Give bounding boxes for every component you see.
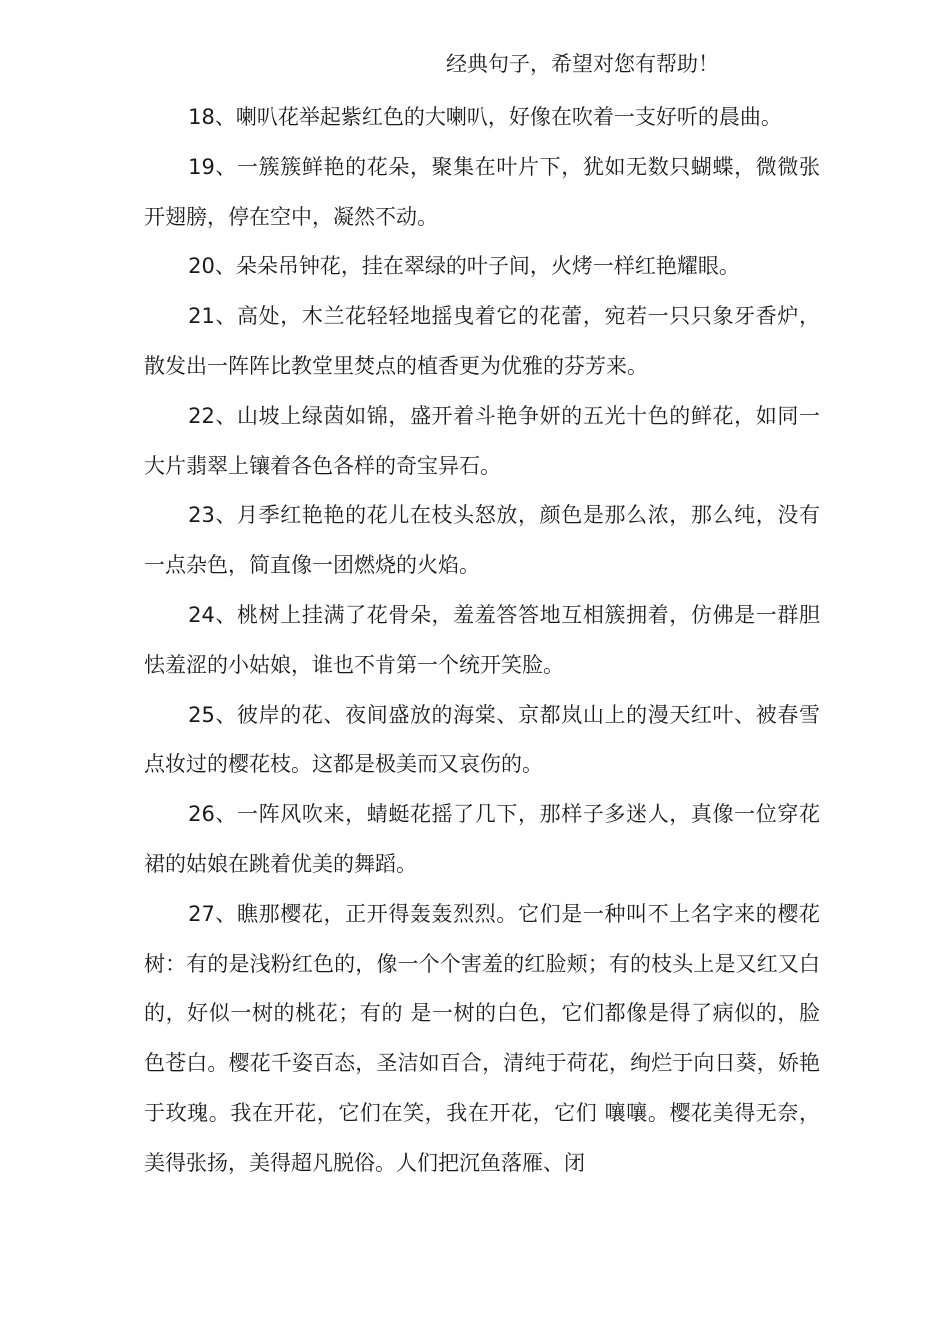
paragraph-18: 18、喇叭花举起紫红色的大喇叭，好像在吹着一支好听的晨曲。 — [188, 105, 782, 129]
paragraph-27: 27、瞧那樱花，正开得轰轰烈烈。它们是一种叫不上名字来的樱花树：有的是浅粉红色的，像一个个害羞的红脸颊；有的枝头上是又红又白的，好似一树的桃花；有的 是一树的白色，它们都像是得了病似的，脸色苍白。樱花千姿百态，圣洁如百合，清纯于荷花，绚烂于向日葵，娇艳于玫瑰。我在开花，它们在笑，我在开花，它们 嚷嚷。樱花美得无奈，美得张扬，美得超凡脱俗。人们把沉鱼落雁、闭 — [144, 901, 820, 1175]
paragraph-22: 22、山坡上绿茵如锦，盛开着斗艳争妍的五光十色的鲜花，如同一大片翡翠上镶着各色各样的奇宝异石。 — [144, 403, 820, 478]
paragraph-20: 20、朵朵吊钟花，挂在翠绿的叶子间，火烤一样红艳耀眼。 — [188, 254, 740, 279]
paragraph-26: 26、一阵风吹来，蜻蜓花摇了几下，那样子多迷人，真像一位穿花裙的姑娘在跳着优美的舞蹈。 — [144, 802, 820, 876]
paragraph-21: 21、高处，木兰花轻轻地摇曳着它的花蕾，宛若一只只象牙香炉，散发出一阵阵比教堂里焚点的植香更为优雅的芬芳来。 — [144, 304, 820, 378]
paragraph-24: 24、桃树上挂满了花骨朵，羞羞答答地互相簇拥着，仿佛是一群胆怯羞涩的小姑娘，谁也不肯第一个统开笑脸。 — [144, 602, 820, 677]
page-header: 经典句子，希望对您有帮助！ — [446, 52, 719, 76]
paragraph-23: 23、月季红艳艳的花儿在枝头怒放，颜色是那么浓，那么纯，没有一点杂色，简直像一团燃烧的火焰。 — [144, 503, 820, 578]
paragraph-19: 19、一簇簇鲜艳的花朵，聚集在叶片下，犹如无数只蝴蝶，微微张开翅膀，停在空中，凝然不动。 — [144, 154, 820, 229]
document-body — [144, 93, 820, 1189]
paragraph-25: 25、彼岸的花、夜间盛放的海棠、京都岚山上的漫天红叶、被春雪点妆过的樱花枝。这都是极美而又哀伤的。 — [144, 702, 820, 777]
